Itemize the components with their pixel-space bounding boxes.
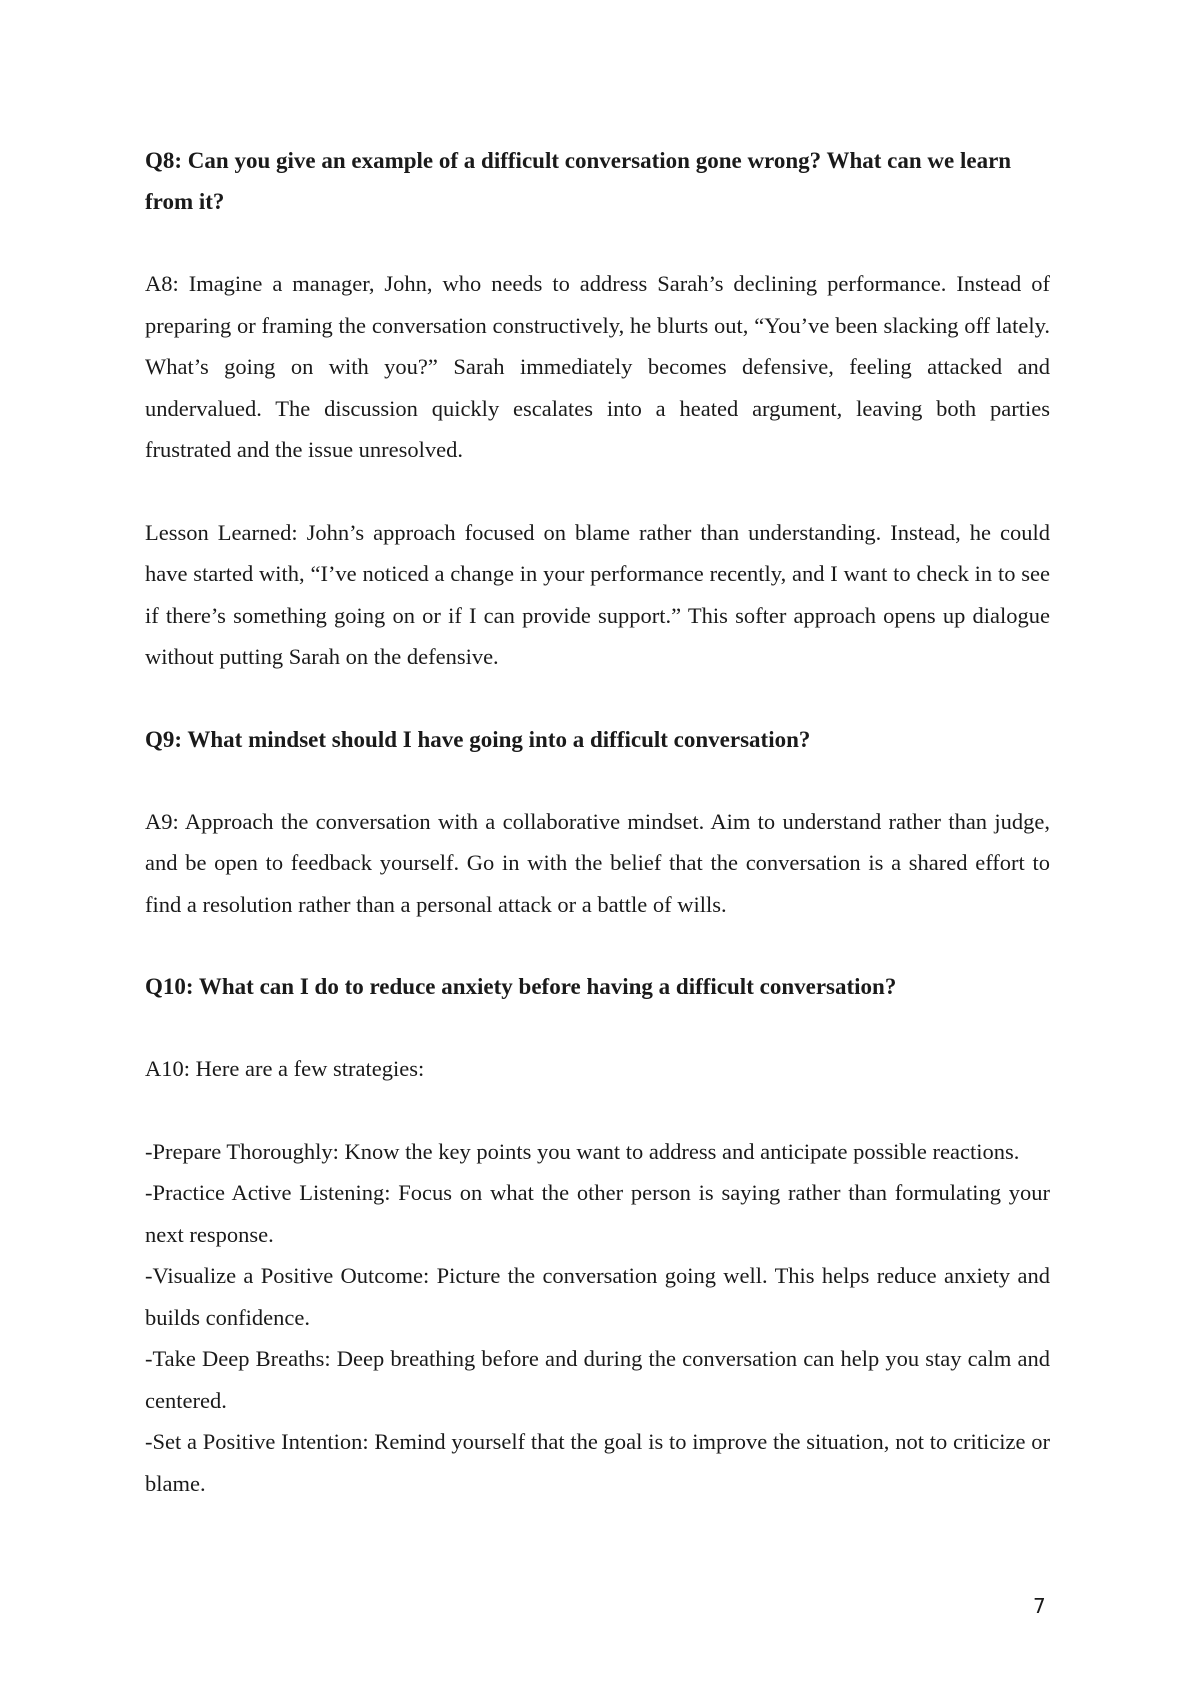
q8-lesson: Lesson Learned: John’s approach focused on blame rather than understanding. Instead, he could have started with, “I’ve noticed a change in your performance recently, and I want to check in to see if there’s something going on or if I can provide support.” This softer approach opens up dialogue without putting Sarah on the defensive. [145, 519, 1050, 669]
strategy-item: -Visualize a Positive Outcome: Picture the conversation going well. This helps reduce anxiety and builds confidence. [145, 1263, 1050, 1330]
strategy-item: -Set a Positive Intention: Remind yourself that the goal is to improve the situation, not to criticize or blame. [145, 1429, 1050, 1496]
q8-question: Q8: Can you give an example of a difficult conversation gone wrong? What can we learn from it? [145, 148, 1012, 214]
q10-question: Q10: What can I do to reduce anxiety before having a difficult conversation? [145, 974, 897, 999]
spacer [145, 760, 1050, 801]
spacer [145, 1007, 1050, 1048]
spacer [145, 1090, 1050, 1131]
q10-answer: A10: Here are a few strategies: [145, 1056, 425, 1081]
q8-answer: A8: Imagine a manager, John, who needs to address Sarah’s declining performance. Instead of preparing or framing the conversation constructively, he blurts out, “You’ve been slacking off lately. What’s going on with you?” Sarah immediately becomes defensive, feeling attacked and undervalued. The discussion quickly escalates into a heated argument, leaving both parties frustrated and the issue unresolved. [145, 271, 1050, 462]
spacer [145, 925, 1050, 966]
spacer [145, 678, 1050, 719]
document-body [145, 140, 1050, 1504]
page-number: 7 [1033, 1594, 1046, 1618]
strategy-item: -Take Deep Breaths: Deep breathing before and during the conversation can help you stay calm and centered. [145, 1346, 1050, 1413]
strategy-item: -Prepare Thoroughly: Know the key points you want to address and anticipate possible reactions. [145, 1138, 1020, 1164]
strategy-list [145, 1131, 1050, 1505]
spacer [145, 222, 1050, 263]
q9-question: Q9: What mindset should I have going into a difficult conversation? [145, 726, 811, 752]
q9-answer: A9: Approach the conversation with a collaborative mindset. Aim to understand rather than judge, and be open to feedback yourself. Go in with the belief that the conversation is a shared effort to find a resolution rather than a personal attack or a battle of wills. [145, 808, 1050, 917]
spacer [145, 471, 1050, 512]
strategy-item: -Practice Active Listening: Focus on what the other person is saying rather than formulating your next response. [145, 1180, 1050, 1247]
